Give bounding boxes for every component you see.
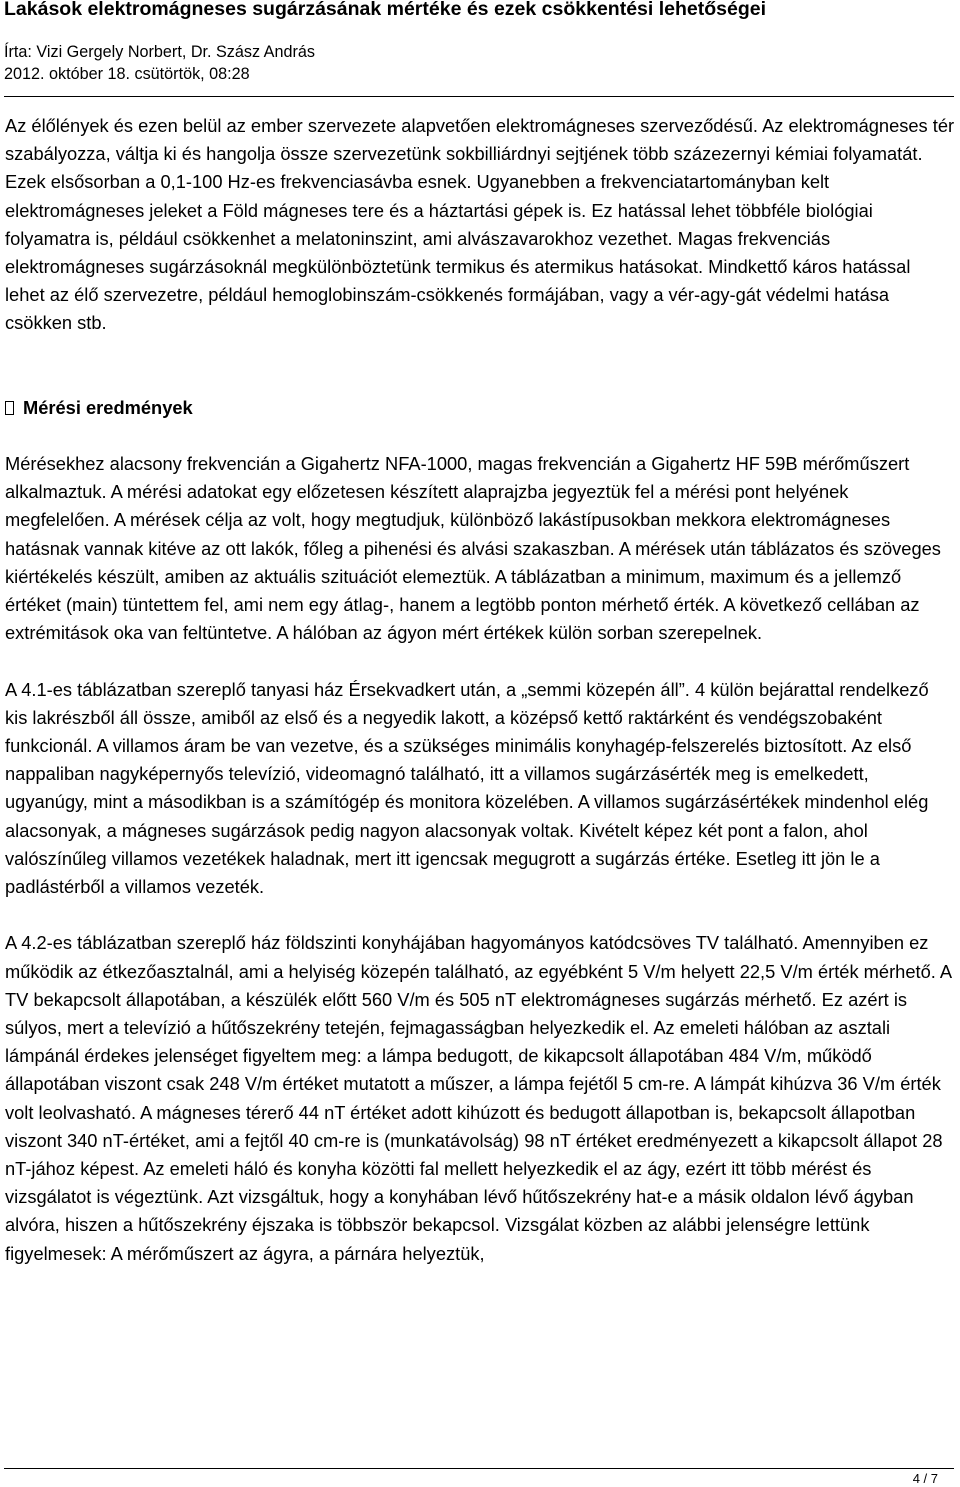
missing-glyph-icon xyxy=(5,401,14,415)
footer-divider xyxy=(4,1468,954,1469)
paragraph-measurement-method: Mérésekhez alacsony frekvencián a Gigahertz NFA-1000, magas frekvencián a Gigahertz HF 59B mérőműszert alkalmaztuk. A mérési adatokat egy előzetesen készített alaprajzba jegyeztük fel a mérési pont helyének megfelelően. A mérések célja az volt, hogy megtudjuk, különböző lakástípusokban mekkora elektromágneses hatásnak vannak kitéve az ott lakók, főleg a pihenési és alvási szakaszban. A mérések után táblázatos és szöveges kiértékelés készült, amiben az aktuális szituációt elemeztük. A táblázatban a minimum, maximum és a jellemző értéket (main) tüntettem fel, ami nem egy átlag-, hanem a legtöbb ponton mérhető érték. A következő cellában az extrémitások oka van feltüntetve. A hálóban az ágyon mért értékek külön sorban szerepelnek. xyxy=(5,453,941,644)
intro-paragraph: Az élőlények és ezen belül az ember szervezete alapvetően elektromágneses szerveződésű. Az elektromágneses tér szabályozza, váltja ki és hangolja össze szervezetünk sokbilliárdnyi sejtjének több százezernyi kémiai folyamatát. Ezek elsősorban a 0,1-100 Hz-es frekvenciasávba esnek. Ugyanebben a frekvenciatartományban kelt elektromágneses jeleket a Föld mágneses tere és a háztartási gépek is. Ez hatással lehet többféle biológiai folyamatra is, például csökkenhet a melatoninszint, ami alvászavarokhoz vezethet. Magas frekvenciás elektromágneses sugárzásoknál megkülönböztetünk termikus és atermikus hatásokat. Mindkettő káros hatással lehet az élő szervezetre, például hemoglobinszám-csökkenés formájában, vagy a vér-agy-gát védelmi hatása csökken stb. xyxy=(5,115,955,334)
document-author: Írta: Vizi Gergely Norbert, Dr. Szász András xyxy=(4,43,315,61)
measurement-section xyxy=(5,450,955,1296)
paragraph-table-4-1: A 4.1-es táblázatban szereplő tanyasi ház Érsekvadkert után, a „semmi közepén áll”. 4 külön bejárattal rendelkező kis lakrészből áll össze, amiből az első és a negyedik lakott, a középső kettő raktárként és vendégszobaként funkcionál. A villamos áram be van vezetve, és a szükséges minimális konyhagép-felszerelés biztosított. Az első nappaliban nagyképernyős televízió, videomagnó található, itt a villamos sugárzásérték meg is emelkedett, ugyanúgy, mint a másodikban is a számítógép és monitora közelében. A villamos sugárzásértékek mindenhol elég alacsonyak, a mágneses sugárzások pedig nagyon alacsonyak voltak. Kivételt képez két pont a falon, ahol valószínűleg villamos vezetékek haladnak, mert itt igencsak megugrott a sugárzás értéke. Esetleg itt jön le a padlástérből a villamos vezeték. xyxy=(5,678,929,898)
page-number: 4 / 7 xyxy=(912,1471,938,1486)
section-heading-text: Mérési eredmények xyxy=(23,397,193,418)
section-heading xyxy=(5,394,193,422)
header-divider xyxy=(4,96,954,97)
document-title: Lakások elektromágneses sugárzásának mértéke és ezek csökkentési lehetőségei xyxy=(4,0,767,20)
document-header xyxy=(4,0,954,85)
paragraph-table-4-2: A 4.2-es táblázatban szereplő ház földszinti konyhájában hagyományos katódcsöves TV található. Amennyiben ez működik az étkezőasztalnál, ami a helyiség közepén található, az egyébként 5 V/m helyett 22,5 V/m érték mérhető. A TV bekapcsolt állapotában, a készülék előtt 560 V/m és 505 nT elektromágneses sugárzás mérhető. Ez azért is súlyos, mert a televízió a hűtőszekrény tetején, fejmagasságban helyezkedik el. Az emeleti hálóban az asztali lámpánál érdekes jelenséget figyeltem meg: a lámpa bedugott, de kikapcsolt állapotában 484 V/m, működő állapotában viszont csak 248 V/m értéket mutatott a műszer, a lámpa fejétől 5 cm-re. A lámpát kihúzva 36 V/m érték volt leolvasható. A mágneses térerő 44 nT értéket adott kihúzott és bedugott állapotban is, bekapcsolt állapotban viszont 340 nT-értéket, ami a fejtől 40 cm-re is (munkatávolság) 98 nT értéket eredményezett a kikapcsolt állapot 28 nT-jához képest. Az emeleti háló és konyha közötti fal mellett helyezkedik el az ágy, ezért itt több mérést és vizsgálatot is végeztünk. Azt vizsgáltuk, hogy a konyhában lévő hűtőszekrény hat-e a másik oldalon lévő ágyban alvóra, hiszen a hűtőszekrény éjszaka is többször bekapcsol. Vizsgálat közben az alábbi jelenségre lettünk figyelmesek: A mérőműszert az ágyra, a párnára helyeztük, xyxy=(5,932,952,1264)
document-date: 2012. október 18. csütörtök, 08:28 xyxy=(4,65,250,83)
intro-section xyxy=(5,112,955,338)
